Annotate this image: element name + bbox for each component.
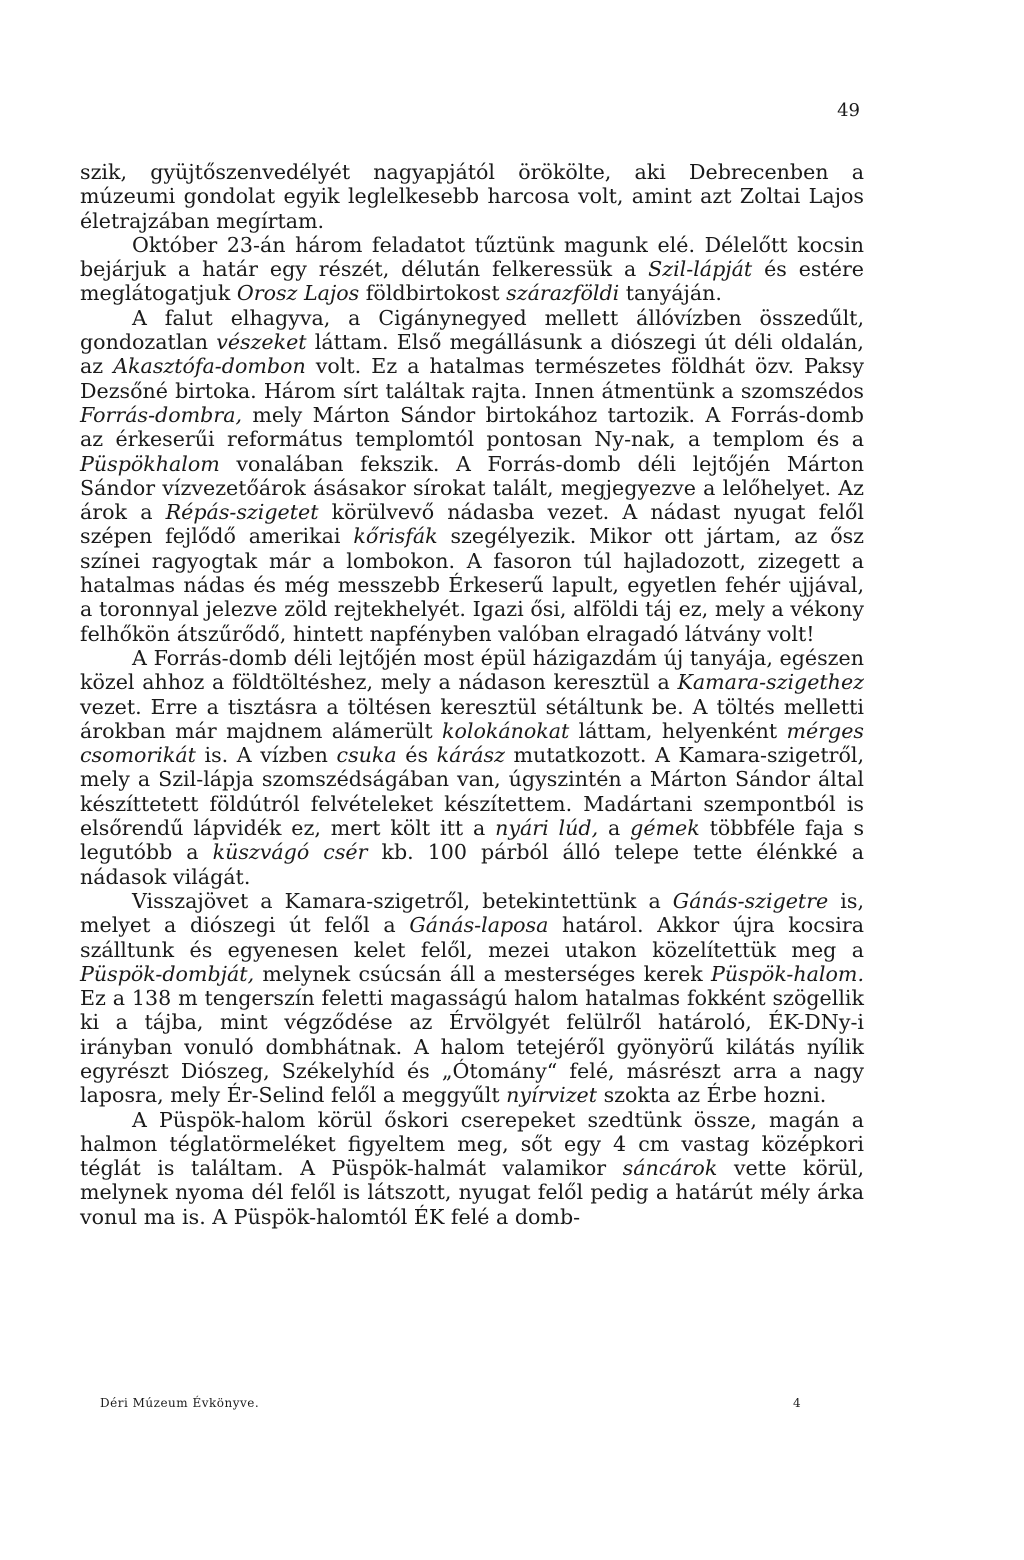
- italic-term: Kamara-szigethez: [677, 670, 864, 695]
- italic-term: Püspök-halom.: [711, 961, 864, 986]
- italic-term: Szil-lápját: [648, 257, 753, 282]
- italic-term: küszvágó csér: [212, 840, 368, 865]
- text-run: A Forrás-domb déli lejtőjén most épül házigazdám új tanyája, egészen közel ahhoz a földtöltéshez, mely a nádason keresztül a: [80, 645, 864, 695]
- footer-title: Déri Múzeum Évkönyve.: [100, 1396, 260, 1410]
- italic-term: Püspökhalom: [80, 451, 220, 476]
- text-run: tanyáján.: [619, 281, 722, 306]
- text-run: Visszajövet a Kamara-szigetről, betekintettünk a: [132, 888, 673, 913]
- italic-term: csuka: [336, 743, 397, 768]
- text-run: A falut elhagyva, a Cigánynegyed mellett állóvízben összedűlt, gondozatlan: [80, 305, 864, 355]
- text-run: mutatkozott. A Kamara-szigetről, mely a Szil-lápja szomszédságában van, úgyszintén a Márton Sándor által készíttetett földútról felvételeket készítettem. Madártani szempontból is elsőrendű lápvidék ez, mert költ itt a: [80, 743, 865, 841]
- paragraph: [80, 1108, 864, 1229]
- text-run: határol. Akkor újra kocsira szálltunk és egyenesen kelet felől, mezei utakon közelítettük meg a: [80, 913, 864, 962]
- text-run: szegélyezik. Mikor ott jártam, az ősz színei ragyogtak már a lombokon. A fasoron túl hajladozott, zizegett a hatalmas nádas és még messzebb Érkeserű lapult, egyetlen fehér ujjával, a toronnyal jelezve zöld rejtekhelyét. Igazi ősi, alföldi táj ez, mely a vékony felhőkön átszűrődő, hintett napfényben valóban elragadó látvány volt!: [80, 524, 865, 646]
- paragraph: [80, 160, 864, 233]
- text-run: vette körül, melynek nyoma dél felől is látszott, nyugat felől pedig a határút mély árka vonul ma is. A Püspök-halomtól ÉK felé a domb-: [80, 1156, 865, 1229]
- text-run: volt. Ez a hatalmas természetes földhát özv. Paksy Dezsőné birtoka. Három sírt találtak rajta. Innen átmentünk a szomszédos: [80, 354, 864, 403]
- italic-term: gémek: [630, 816, 700, 841]
- text-run: földbirtokost: [359, 281, 507, 306]
- text-run: A Püspök-halom körül őskori cserepeket szedtünk össze, magán a halmon téglatörmeléket figyeltem meg, sőt egy 4 cm vastag középkori téglát is találtam. A Püspök-halmát valamikor: [80, 1107, 864, 1181]
- paragraph: [80, 646, 864, 889]
- italic-term: nyírvizet: [506, 1083, 598, 1108]
- body-text: [80, 160, 864, 1229]
- italic-term: Akasztófa-dombon: [113, 354, 306, 379]
- text-run: Október 23-án három feladatot tűztünk magunk elé. Délelőtt kocsin bejárjuk a határ egy részét, délután felkeressük a: [80, 232, 864, 282]
- paragraph: [80, 889, 864, 1108]
- italic-term: szárazföldi: [506, 281, 620, 306]
- text-run: láttam, helyenként: [569, 718, 787, 743]
- text-run: mely Márton Sándor birtokához tartozik. A Forrás-domb az érkeserűi református templomtól pontosan Ny-nak, a templom és a: [80, 402, 864, 452]
- paragraph: [80, 306, 864, 646]
- text-run: Ez a 138 m tengerszín feletti magasságú halom hatalmas fokként szögellik ki a tájba, mint végződése az Érvölgyét felülről határoló, ÉK-DNy-i irányban vonuló dombhátnak. A halom tetejéről gyönyörű kilátás nyílik egyrészt Diószeg, Székelyhíd és „Ótomány“ felé, másrészt arra a nagy laposra, mely Ér-Selind felől a meggyűlt: [80, 986, 864, 1108]
- text-run: kb. 100 párból álló telepe tette élénkké a nádasok világát.: [80, 840, 864, 889]
- text-run: vonalában fekszik. A Forrás-domb déli lejtőjén Márton Sándor vízvezetőárok ásásakor sírokat talált, megjegyezve a lelőhelyet. Az árok a: [80, 451, 864, 525]
- italic-term: nyári lúd,: [495, 816, 599, 841]
- paragraph: [80, 233, 864, 306]
- footer-signature: 4: [793, 1396, 801, 1410]
- italic-term: kolokánokat: [442, 718, 570, 743]
- text-run: melynek csúcsán áll a mesterséges kerek: [254, 961, 712, 986]
- italic-term: Gánás-szigetre: [672, 888, 829, 913]
- text-run: szik, gyüjtőszenvedélyét nagyapjától örökölte, aki Debrecenben a múzeumi gondolat egyik leglelkesebb harcosa volt, amint azt Zoltai Lajos életrajzában megírtam.: [80, 160, 864, 233]
- text-run: és estére meglátogatjuk: [80, 257, 864, 306]
- italic-term: Forrás-dombra,: [80, 402, 243, 427]
- italic-term: mérges csomorikát: [80, 718, 864, 768]
- text-run: is. A vízben: [195, 743, 337, 768]
- text-run: is, melyet a diószegi út felől a: [80, 888, 864, 938]
- italic-term: Püspök-dombját,: [80, 961, 255, 986]
- text-run: körülvevő nádasba vezet. A nádast nyugat felől szépen fejlődő amerikai: [80, 500, 864, 549]
- italic-term: Orosz Lajos: [236, 281, 360, 306]
- italic-term: kőrisfák: [353, 524, 438, 549]
- text-run: többféle faja s legutóbb a: [80, 816, 865, 865]
- italic-term: Répás-szigetet: [165, 500, 319, 525]
- text-run: a: [598, 816, 631, 841]
- italic-term: sáncárok: [622, 1156, 718, 1181]
- text-run: láttam. Első megállásunk a diószegi út déli oldalán, az: [80, 330, 864, 379]
- text-run: és: [396, 743, 437, 768]
- italic-term: Gánás-laposa: [409, 913, 549, 938]
- text-run: vezet. Erre a tisztásra a töltésen keresztül sétáltunk be. A töltés melletti árokban már majdnem alámerült: [80, 694, 864, 743]
- page-number: 49: [837, 100, 860, 121]
- text-run: szokta az Érbe hozni.: [597, 1083, 827, 1108]
- italic-term: vészeket: [216, 330, 307, 355]
- italic-term: kárász: [436, 743, 505, 768]
